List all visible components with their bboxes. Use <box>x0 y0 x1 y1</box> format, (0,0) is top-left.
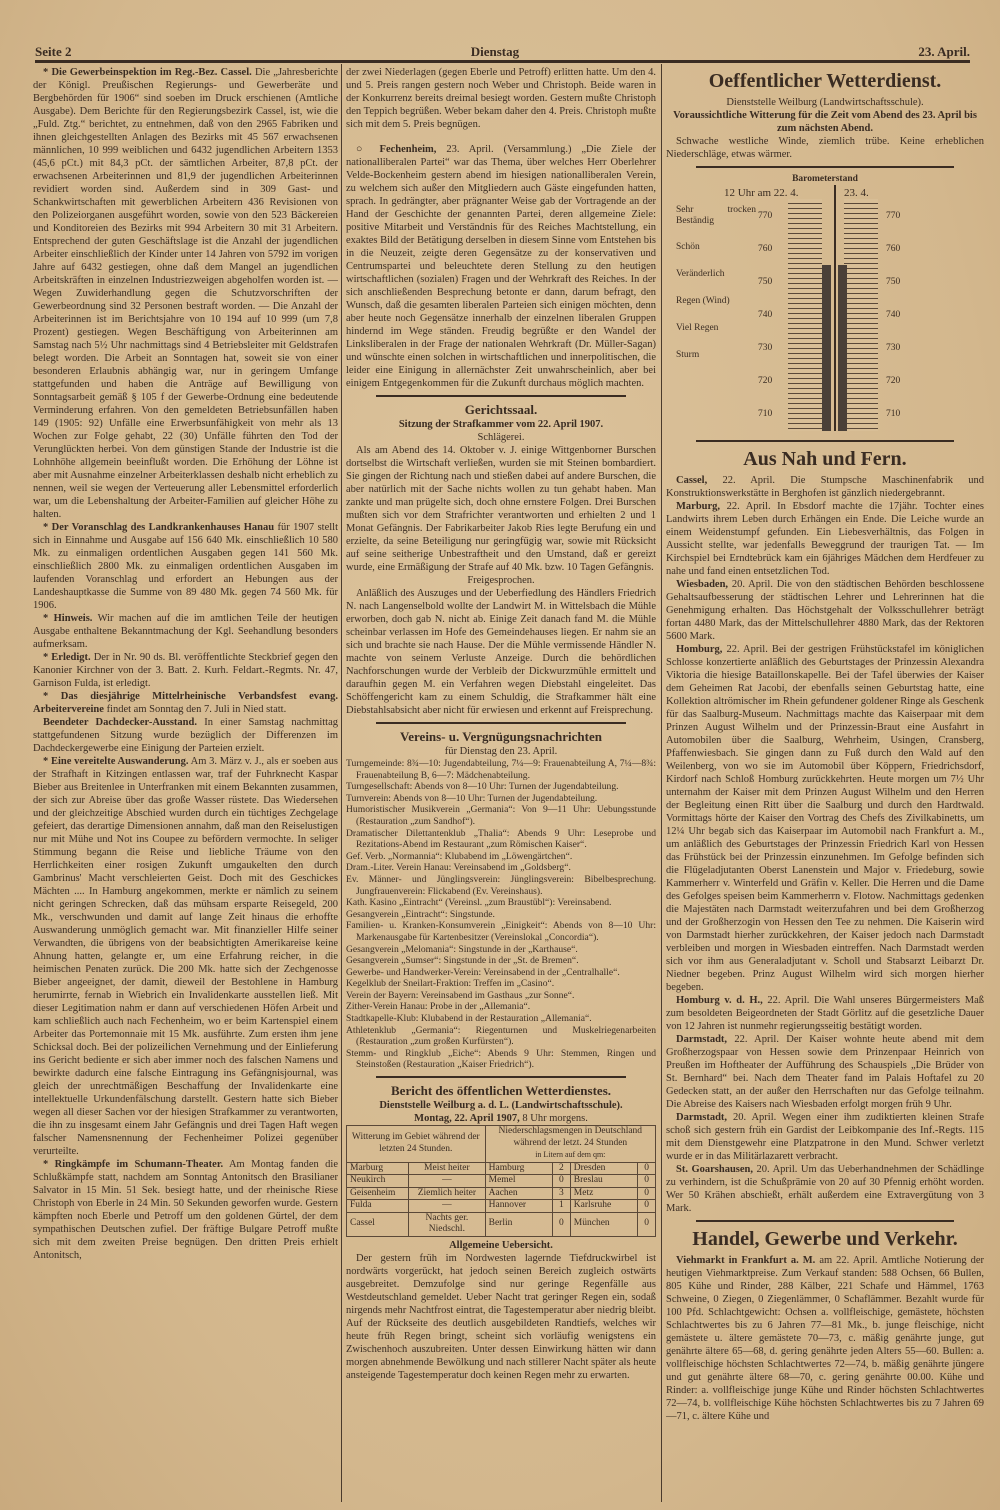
news-text: 20. April. Um das Ueberhandnehmen der Schädlinge zu verhindern, ist die Schußprämie von 20 auf 30 Pfennig erhöht worden. Wer 50 Krähen abschießt, erhält außerdem eine Extravergütung von 3 Mark. <box>666 1164 984 1214</box>
news-item <box>666 578 984 643</box>
barometer-tick-right: 730 <box>886 343 901 354</box>
cell-v2: 0 <box>638 1200 656 1213</box>
club-entry: Kath. Kasino „Eintracht“ (Vereinsl. „zum Braustübl“): Vereinsabend. <box>346 897 612 909</box>
club-entry: Gewerbe- und Handwerker-Verein: Vereinsabend in der „Centralhalle“. <box>346 966 620 978</box>
section-title-trade: Handel, Gewerbe und Verkehr. <box>692 1228 958 1250</box>
cell-c2: Dresden <box>570 1162 637 1175</box>
club-entry: Dramatischer Dilettantenklub „Thalia“: Abends 9 Uhr: Leseprobe und Rezitations-Abend im Restaurant „zum Römischen Kaiser“. <box>346 827 656 851</box>
article-head: * Die Gewerbeinspektion im Reg.-Bez. Cassel. <box>43 67 252 78</box>
table-row <box>347 1175 656 1188</box>
article-head: * Eine vereitelte Auswanderung. <box>43 756 189 767</box>
barometer-scale-right <box>844 199 878 431</box>
cell-weather: — <box>409 1175 486 1188</box>
news-head: Cassel, <box>676 475 708 486</box>
header-rule <box>35 60 970 63</box>
cell-v1: 3 <box>552 1187 570 1200</box>
table-row <box>347 1200 656 1213</box>
barometer-tick-left: 730 <box>758 343 773 354</box>
table-row <box>347 1212 656 1236</box>
barometer-label-23: 23. 4. <box>844 187 869 199</box>
overview-text: Der gestern früh im Nordwesten lagernde Tiefdruckwirbel ist nordwärts vorgerückt, hat jedoch seinen Bereich zugleich ostwärts ausgebreitet. Demzufolge sind nur geringe Regenfälle aus Westdeutschland gemeldet. Ueber Nacht trat geringer Regen ein, sodaß nirgends mehr Nachtfrost eintrat, die Tagestemperatur aber niedrig bleibt. Auf der Rückseite des deutlich ausgebildeten Randtiefs, welches wir heute früh Regen bringt, scheint sich vorläufig wenigstens ein Zwischenhoch auszubreiten. Unter dessen Einwirkung hätten wir dann morgen abnehmende Bewölkung und nach stillerer Nacht später als heute ansteigende Tagestemperatur doch keinen Regen mehr zu erwarten. <box>346 1252 656 1381</box>
article-head: * Der Voranschlag des Landkrankenhauses Hanau <box>43 522 275 533</box>
article-head: * Hinweis. <box>43 613 93 624</box>
news-head: Marburg, <box>676 501 721 512</box>
court-session: Sitzung der Strafkammer vom 22. April 1907. <box>398 419 604 430</box>
barometer-chart <box>676 173 974 435</box>
club-entry: Gesangverein „Melomania“: Singstunde in der „Karthause“. <box>346 943 578 955</box>
barometer-tick-right: 740 <box>886 310 901 320</box>
barometer-reading-22 <box>822 265 831 431</box>
barometer-tick-right: 710 <box>886 409 901 420</box>
news-text: 22. April. Die Wahl unseres Bürgermeisters Maß zum besoldeten Beigeordneten der Stadt Görlitz auf die gesetzliche Dauer von 12 Jahren ist nunmehr regierungsseitig bestätigt worden. <box>666 995 984 1032</box>
barometer-reading-23 <box>838 265 847 431</box>
cell-v1: 0 <box>552 1212 570 1236</box>
article-head: * Erledigt. <box>43 652 91 663</box>
barometer-tick-left: 770 <box>758 210 773 221</box>
article-head: ○ Fechenheim, <box>356 144 437 155</box>
cell-v2: 0 <box>638 1187 656 1200</box>
forecast-text: Schwache westliche Winde, ziemlich trübe. Keine erheblichen Niederschläge, etwas wärmer. <box>666 136 984 160</box>
article-head: * Das diesjährige Mittelrheinische Verbandsfest evang. Arbeitervereine <box>33 691 338 715</box>
barometer-tick-left: 750 <box>758 276 773 287</box>
article-text: Wir machen auf die im amtlichen Teile der heutigen Ausgabe enthaltene Bekanntmachung der Kgl. Seehandlung besonders aufmerksam. <box>33 613 338 650</box>
barometer-tick-right: 750 <box>886 276 901 287</box>
clubs-subtitle: für Dienstag den 23. April. <box>444 746 558 757</box>
cell-place: Fulda <box>347 1200 409 1213</box>
news-head: Homburg v. d. H., <box>676 995 763 1006</box>
barometer-divider <box>834 185 836 431</box>
barometer-tick-right: 770 <box>886 210 901 221</box>
news-item <box>666 500 984 578</box>
news-head: St. Goarshausen, <box>676 1164 754 1175</box>
news-item <box>666 994 984 1033</box>
court-subhead: Schlägerei. <box>477 432 525 443</box>
news-text: 22. April. Der Kaiser wohnte heute abend mit dem Großherzogspaar von Hessen sowie dem Prinzenpaar Heinrich von Preußen im Hoftheater der Aufführung des Schauspiels „Die Brüder von St. Bernhard“ bei. Nach dem Theater fand im Palais Hoftafel zu 20 Gedecken statt, an der außer den Herrschaften nur das Gefolge teilnahm. Die Abreise des Kaisers nach Wiesbaden erfolgt morgen früh 9 Uhr. <box>666 1034 984 1110</box>
cell-c2: Breslau <box>570 1175 637 1188</box>
table-header: Niederschlagsmengen in Deutschland während der letzt. 24 Stunden <box>498 1126 643 1148</box>
club-entry: Gesangverein „Sumser“: Singstunde in der „St. de Bremen“. <box>346 955 579 967</box>
barometer-tick-left: 720 <box>758 376 773 387</box>
article-viehmarkt <box>666 1254 984 1423</box>
table-unit: in Litern auf dem qm: <box>535 1150 606 1160</box>
table-row <box>347 1162 656 1175</box>
club-entry: Gesangverein „Eintracht“: Singstunde. <box>346 908 495 920</box>
article-text: findet am Sonntag den 7. Juli in Nied statt. <box>106 704 287 715</box>
article-text: Der in Nr. 90 ds. Bl. veröffentlichte Steckbrief gegen den Kanonier Kirchner von der 3. Batt. 2. Kurh. Feldart.-Regmts. Nr. 47, Garnison Fulda, ist erledigt. <box>33 652 338 689</box>
news-text: 20. April. Wegen einer ihm zudiktierten kleinen Strafe schoß sich gestern früh ein Gardist der Leibkompanie des Inf.-Regts. 115 mit dem Dienstgewehr eine Platzpatrone in den Mund. Schwer verletzt wurde er in das Militärlazarett verbracht. <box>666 1112 984 1162</box>
club-entry: Zither-Verein Hanau: Probe in der „Allemania“. <box>346 1001 531 1013</box>
court-text: Als am Abend des 14. Oktober v. J. einige Wittgenborner Burschen dortselbst die Wirtschaft verließen, wurden sie mit Steinen bombardiert. Sie gingen der Richtung nach und stießen dabei auf andere Burschen, die aber natürlich mit der Sache nichts wollen zu tun gehabt haben. Man zankte und man prügelte sich, doch ohne ernstere Folgen. Drei Burschen mußten sich vor dem Strafrichter verantworten und erhielten 2 und 1 Monat Gefängnis. Der Fabrikarbeiter Jakob Ries legte Berufung ein und erzielte, da seine Beteiligung nur geringfügig war, sowie mit Rücksicht auf seine seitherige Unbestraftheit und den Umstand, daß er gereizt wurde, eine Ermäßigung der Strafe auf 40 Mk. bzw. 10 Tagen Gefängnis. <box>346 445 656 573</box>
club-entry: Stemm- und Ringklub „Eiche“: Abends 9 Uhr: Stemmen, Ringen und Steinstoßen (Restauration „Kaiser Friedrich“). <box>346 1047 656 1071</box>
news-head: Homburg, <box>676 644 723 655</box>
barometer-condition: Viel Regen <box>676 323 719 333</box>
news-head: Darmstadt, <box>676 1112 728 1123</box>
news-text: 22. April. In Ebsdorf machte die 17jähr. Tochter eines Landwirts ihrem Leben durch Erhängen ein Ende. Die Leiche wurde an einem Weidenstumpf gefunden. Ein Liebesverhältnis, das Folgen in Aussicht stellte, war jedenfalls Beweggrund der traurigen Tat. — Im Kirchspiel bei Erndtebrück kam ein 6jähriges Mädchen dem Herdfeuer zu nahe und fand einen entsetzlichen Tod. <box>666 501 984 577</box>
article-text: am 22. April. Amtliche Notierung der heutigen Viehmarktpreise. Zum Verkauf standen: 588 Ochsen, 66 Bullen, 805 Kühe und Rinder, 288 Kälber, 221 Schafe und Hämmel, 1763 Schweine, 0 Ziegen, 0 Ziegenlämmer, 0 Schaflämmer. Bezahlt wurde für 100 Pfd. Schlachtgewicht: Ochsen a. vollfleischige, gemästete, höchsten Schlachtwertes bis zu 6 Jahren 77—81 Mk., b. junge fleischige, nicht gemästete u. ältere gemästete 70—73, c. mäßig genährte junge, gut genährte ältere 65—68, d. gering genährte jeden Alters 55—60. Bullen: a. vollfleischige höchsten Schlachtwertes 72—74, b. mäßig genährte jüngere und gut genährte ältere 68—70, c. gering genährte 00.00. Kühe und Rinder: a. vollfleischige junge Kühe und Rinder höchsten Schlachtwertes 72—74, b. vollfleischige Kühe höchsten Schlachtwertes bis zu 7 Jahren 69—71, c. ältere Kühe und <box>666 1255 984 1422</box>
article <box>33 1158 338 1262</box>
cell-v2: 0 <box>638 1212 656 1236</box>
club-entry: Turngemeinde: 8¾—10: Jugendabteilung, 7¼—9: Frauenabteilung A, 7¼—8¾: Frauenabteilung B, 6—7: Mädchenabteilung. <box>346 758 656 781</box>
barometer-tick-right: 760 <box>886 243 901 254</box>
news-head: Darmstadt, <box>676 1034 728 1045</box>
weather-report-date: Montag, 22. April 1907, <box>414 1113 520 1125</box>
cell-c1: Memel <box>485 1175 552 1188</box>
article-text: Die „Jahresberichte der Königl. Preußischen Regierungs- und Gewerberäte und Bergbehörden für 1906“ sind soeben im Druck erschienen (Amtliche Ausgabe). Dem Berichte für den Regierungsbezirk Cassel, ist, wie die „Fuld. Ztg.“ berichtet, zu entnehmen, daß von den 2965 Fabriken und ihnen gleichgestellten Anlagen des Bezirks mit 45 567 erwachsenen männlichen, 10 999 weiblichen und 6432 jugendlichen Arbeitern 1353 (45,6 pCt.) mit 84,3 pCt. der sämtlichen Arbeiter, 87,8 pCt. der erwachsenen Arbeiterinnen und 81,9 der jugendlichen Arbeiterinnen revidiert worden sind. Außerdem sind in 309 Gast- und Schankwirtschaften mit gewerblichen Arbeitern 436 Revisionen von den Polizeiorganen ausgeführt worden, sowie von den 523 Bäckereien und Konditoreien des Bezirks mit 994 Arbeitern 30 mit 31 Arbeitern. Entsprechend der guten Geschäftslage ist die Anzahl der jugendlichen Arbeiter einschließlich der Kinder unter 14 Jahren von 5792 im vorigen Jahre auf 6432 gestiegen, ohne daß dem Mangel an jugendlichen Arbeitskräften in einzelnen Industriezweigen abgeholfen worden ist. — Wegen Zuwiderhandlung gegen die Schutzvorschriften der Gewerbeordnung sind 32 Personen bestraft worden. — Die Anzahl der Arbeiterinnen ist im Berichtsjahre von 10 194 auf 10 999 (um 7,8 Prozent) gestiegen. Wegen Beschäftigung von Arbeiterinnen am Samstag nach 5½ Uhr nachmittags sind 4 Betriebsleiter mit Geldstrafen belegt worden. Die Arbeit an Sonntagen hat, soweit sie von einer besonderen Erlaubnis abhängig war, nur in geringem Umfange stattgefunden und haben die Anträge auf Bewilligung von Sonntagsarbeit gemäß § 105 f der Gewerbe-Ordnung eine bedeutende Verminderung erfahren. Von den gemeldeten Betriebsunfällen haben 149 (1905: 92) Unfälle eine Erwerbsunfähigkeit von mehr als 13 Wochen zur Folge gehabt, 22 (30) Unfälle führten den Tod der Verunglückten herbei. Von dem günstigen Stande der Industrie ist die Lohnhöhe allgemein beeinflußt worden. Die Erhöhung der Löhne ist aber mit Ausnahme einzelner Arbeiterklassen deshalb nicht erheblich zu nennen, weil sie wegen der Verteuerung aller Lebensmittel erforderlich war, um die Lebenshaltung der Arbeiter-Familien auf gleicher Höhe zu halten. <box>33 67 338 520</box>
club-entry: Turnverein: Abends von 8—10 Uhr: Turnen der Jugendabteilung. <box>346 792 598 804</box>
page-header <box>35 44 970 60</box>
weather-table <box>346 1125 656 1237</box>
section-rule <box>376 1076 626 1078</box>
barometer-condition: Sturm <box>676 350 700 360</box>
news-text: 20. April. Die von den städtischen Behörden beschlossene Gehaltsaufbesserung der städtischen Lehrer und Lehrerinnen hat die Genehmigung erhalten. Das Höchstgehalt der Volksschullehrer beträgt fortan 4480 Mark, das der Mittelschullehrer 4880 Mark, das der Rektoren 5600 Mark. <box>666 579 984 642</box>
article-head: Viehmarkt in Frankfurt a. M. <box>676 1255 816 1266</box>
cell-c1: Aachen <box>485 1187 552 1200</box>
cell-c2: Metz <box>570 1187 637 1200</box>
club-entry: Verein der Bayern: Vereinsabend im Gasthaus „zur Sonne“. <box>346 989 575 1001</box>
cell-c1: Hannover <box>485 1200 552 1213</box>
barometer-tick-right: 720 <box>886 376 901 387</box>
club-entry: Turngesellschaft: Abends von 8—10 Uhr: Turnen der Jugendabteilung. <box>346 781 619 793</box>
cell-weather: Nachts ger. Niedschl. <box>409 1212 486 1236</box>
article-text: Am 3. März v. J., als er soeben aus der Strafhaft in Kitzingen entlassen war, traf der Fuhrknecht Kaspar Bieber aus Breitenlee in Unterfranken mit einem Bekannten zusammen, der sich zur Abreise über das große Wasser rüstete. Das Wiedersehen und der gleichzeitige Abschied wurden durch ein tüchtiges Zechgelage gefeiert, das derartige Dimensionen annahm, daß man den Reiselustigen nur mit Mühe und Not ins Coupee zu befördern vermochte. In seliger Stimmung begann die Reise und liebliche Träume von den Herrlichkeiten einer rosigen Zukunft umgaukelten den durch Gambrinus' Macht verschleierten Geist. Doch mit des Geschickes Mächten .... In Hamburg angekommen, merkte er nämlich zu seinem nicht geringen Schrecken, daß das mühsam ersparte Reisegeld, 200 Mk., verschwunden und damit auf lange Zeit hinaus die erhoffte Auswanderung unmöglich gemacht war. Mit finanzieller Hilfe seiner Verwandten, die übrigens von der beabsichtigten Amerikareise keine Ahnung hatten, gelangte er, um eine Erfahrung reicher, in die heimischen Penaten zurück. Die 200 Mk. hatte sich der Zechgenosse Bieber angeeignet, der damit, dieweil der Bestohlene in Hamburg herumirrte, fernab in Wiebrich ein Invalidenkarte ausstellen ließ. Mit dieser Legitimation nahm er dann auf verschiedenen Höfen Arbeit und kam schließlich auch nach Fechenheim, wo er beim Kartenspiel einem Arbeiter das Portemonnaie mit 15 Mk. ausführte. Zum ersten ihm jene Schicksal doch. Bei der polizeilichen Vernehmung und der Einlieferung ins Gericht bediente er sich aber immer noch des falschen Namens und bewirkte dadurch eine falsche Eintragung ins Gefängnisjournal, was gleich der unrechtmäßigen Beschaffung der Invalidenkarte eine intellektuelle Urkundenfälschung darstellt. Gestern hatte sich Bieber wegen all dieser Sachen vor der hiesigen Strafkammer zu verantworten, die ihn zu insgesamt einem Jahr Gefängnis und drei Tagen Haft wegen falscher Namensnennung der Fechenheimer Polizei gegenüber verurteilte. <box>33 756 338 1157</box>
cell-place: Marburg <box>347 1162 409 1175</box>
section-rule <box>376 722 626 724</box>
weather-service-title: Oeffentlicher Wetterdienst. <box>708 70 942 92</box>
cell-c1: Hamburg <box>485 1162 552 1175</box>
news-text: 22. April. Die Stumpsche Maschinenfabrik und Konstruktionswerkstätte in Berghofen ist gänzlich niedergebrannt. <box>666 475 984 499</box>
article-text: für 1907 stellt sich in Einnahme und Ausgabe auf 156 640 Mk. einschließlich 10 580 Mk. zu einmaligen ordentlichen Ausgaben gegen 141 560 Mk. einschließlich 2800 Mk. zu einmaligen ordentlichen Ausgaben im laufenden Voranschlag und erfordert an Hebungen aus der Landeshauptkasse die Summe von 89 480 Mk. gegen 74 560 Mk. für 1906. <box>33 522 338 611</box>
article <box>33 651 338 690</box>
section-rule <box>696 440 954 442</box>
article <box>33 66 338 521</box>
cell-place: Cassel <box>347 1212 409 1236</box>
cell-c1: Berlin <box>485 1212 552 1236</box>
section-title-clubs: Vereins- u. Vergnügungsnachrichten <box>400 729 602 744</box>
article-text: Am Montag fanden die Schlußkämpfe statt, nachdem am Sonntag Antonitsch den Brasilianer Salvator in 15 Min. 51 Sek. besiegt hatte, und der rheinische Riese Christoph von Eberle in 24 Min. 50 Sekunden geworfen wurde. Gestern kämpften noch Eberle und Petroff um den goldenen Gürtel, der dem sympathischen Deutschen zufiel. Der fräftige Bulgare Petroff mußte sich mit dem zweiten Preise begnügen. Den dritten Preis erhielt Antonitsch, <box>33 1159 338 1261</box>
cell-v1: 1 <box>552 1200 570 1213</box>
cell-v2: 0 <box>638 1162 656 1175</box>
club-entry: Gef. Verb. „Normannia“: Klubabend im „Löwengärtchen“. <box>346 850 573 862</box>
article <box>33 690 338 716</box>
news-head: Wiesbaden, <box>676 579 729 590</box>
barometer-tick-left: 710 <box>758 409 773 420</box>
weather-report-time: 8 Uhr morgens. <box>522 1113 588 1125</box>
weekday: Dienstag <box>470 44 520 59</box>
column-divider <box>661 64 662 1502</box>
club-entry: Dram.-Liter. Verein Hanau: Vereinsabend im „Goldsberg“. <box>346 862 571 874</box>
section-title-court: Gerichtssaal. <box>464 402 538 417</box>
article <box>33 521 338 612</box>
cell-weather: — <box>409 1200 486 1213</box>
weather-office: Dienststelle Weilburg (Landwirtschaftsschule). <box>726 97 924 108</box>
column-middle <box>346 66 656 1502</box>
cell-c2: München <box>570 1212 637 1236</box>
section-rule <box>696 1220 954 1222</box>
club-entry: Athletenklub „Germania“: Riegenturnen und Muskelriegenarbeiten (Restauration „zum großen Kurfürsten“). <box>346 1024 656 1048</box>
article <box>33 612 338 651</box>
article-head: Beendeter Dachdecker-Ausstand. <box>43 717 197 728</box>
section-rule <box>696 166 954 168</box>
section-rule <box>376 395 626 397</box>
news-item <box>666 1163 984 1215</box>
barometer-condition: Schön <box>676 242 700 252</box>
club-entry: Humoristischer Musikverein „Germania“: Von 9—11 Uhr: Uebungsstunde (Restauration „zum Sandhof“). <box>346 804 656 827</box>
cell-v1: 2 <box>552 1162 570 1175</box>
article <box>33 716 338 755</box>
cell-place: Geisenheim <box>347 1187 409 1200</box>
section-title-news: Aus Nah und Fern. <box>743 448 907 470</box>
article <box>33 755 338 1158</box>
cell-weather: Meist heiter <box>409 1162 486 1175</box>
weather-report-title: Bericht des öffentlichen Wetterdienstes. <box>391 1083 611 1099</box>
barometer-condition: Sehr trocken Beständig <box>676 205 756 226</box>
page-number: Seite 2 <box>35 44 72 59</box>
table-row <box>347 1187 656 1200</box>
club-entry: Stadtkapelle-Klub: Klubabend in der Restauration „Allemania“. <box>346 1013 592 1025</box>
barometer-tick-left: 740 <box>758 310 773 320</box>
article-head: * Ringkämpfe im Schumann-Theater. <box>43 1159 224 1170</box>
column-divider <box>341 64 342 1502</box>
column-local-news <box>33 66 338 1502</box>
news-item <box>666 1033 984 1111</box>
club-entry: Kegelklub der Sneilart-Fraktion: Treffen im „Casino“. <box>346 978 555 990</box>
clubs-list <box>346 758 656 1071</box>
court-subhead: Freigesprochen. <box>467 575 535 586</box>
club-entry: Familien- u. Kranken-Konsumverein „Einigkeit“: Abends von 8—10 Uhr: Markenausgabe für Kartenbesitzer (Vereinslokal „Concordia“). <box>346 920 656 943</box>
cell-c2: Karlsruhe <box>570 1200 637 1213</box>
weather-report-office: Dienststelle Weilburg a. d. L. (Landwirtschaftsschule). <box>379 1100 623 1112</box>
article-fechenheim <box>346 143 656 390</box>
cell-weather: Ziemlich heiter <box>409 1187 486 1200</box>
table-header: Witterung im Gebiet während der letzten 24 Stunden. <box>347 1126 486 1163</box>
wrestling-continuation: der zwei Niederlagen (gegen Eberle und Petroff) erlitten hatte. Um den 4. und 5. Preis rangen gestern noch Weber und Christoph. Beide waren in der Konkurrenz bereits dreimal besiegt worden. Gestern mußte Christoph den Teppich begrüßen. Weber bekam daher den 4. Preis. Christoph mußte sich mit dem 5. Preis begnügen. <box>346 67 656 130</box>
barometer-label-22: 12 Uhr am 22. 4. <box>724 187 799 199</box>
barometer-condition: Regen (Wind) <box>676 296 730 306</box>
column-right <box>666 66 984 1502</box>
court-text: Anläßlich des Auszuges und der Ueberfiedlung des Händlers Friedrich N. nach Langenselbold wollte der Landwirt M. in Wittelsbach die Mühle erworben, doch gab N. nicht ab. Einige Zeit danach fand M. die Mühle scheinbar verlassen im Hofe des Gemeindehauses liegen. Er nahm sie an sich und brachte sie nach Hause. Der die Mühle vermissende Händler N. machte von seinem Verluste Anzeige. Durch die behördlichen Nachforschungen wurde der Verbleib der Dickwurzmühle ermittelt und daraufhin gegen M. ein Verfahren wegen Diebstahl eingeleitet. Das Schöffengericht kam zu einem Schuldig, die Strafkammer hält eine Diebstahlsabsicht aber nicht für erwiesen und erkennt auf Freisprechung. <box>346 588 656 716</box>
club-entry: Ev. Männer- und Jünglingsverein: Jünglingsverein: Bibelbesprechung. Jungfrauenverein: Flickabend (Ev. Vereinshaus). <box>346 873 656 897</box>
barometer-title: Barometerstand <box>792 174 858 184</box>
barometer-tick-left: 760 <box>758 243 773 254</box>
news-text: 22. April. Bei der gestrigen Frühstückstafel im königlichen Schlosse konzertierte anläßlich des Geburtstages der Prinzessin Alexandra Viktoria die hiesige Bataillonskapelle. Bei der Tafel überwies der Kaiser dem Geheimen Rat Jacobi, der ebenfalls seinen Geburtstag hatte, eine Kollektion altrömischer im Rhein gefundener goldener Ringe als Geschenk für das Saalburg-Museum. Nachmittags machte das Kaiserpaar mit dem Prinzen August Wilhelm und der Prinzessin-Braut eine Ausfahrt in Automobilen über die Saalburg, Wehrheim, Usingen, Cransberg, Pfaffenwiesbach. Sie gingen dann zu Fuß durch den Wald auf den Weilenberg, von wo sie im Automobil über Köppern, Friedrichsdorf, Kirdorf nach Schloß Homburg zurückkehrten. Heute morgen um 7½ Uhr unternahm der Kaiser mit dem Prinzen August Wilhelm und den Herren der Begleitung einen Ritt über die Saalburg und durch den Hardtwald. Vormittags hörte der Kaiser den Vortrag des Chefs des Zivilkabinetts, um 12¼ Uhr begab sich das Kaiserpaar im Automobil nach Frankfurt a. M., um anläßlich des Geburtstages der Prinzessin Friedrich Karl von Hessen das Frühstück bei der Prinzessin einzunehmen. Im Gefolge befinden sich die Flügeladjutanten Oberst Lanenstein und Major v. Friedeburg, sowie Kammerherr v. Winterfeld und Gräfin v. Keller. Die Herren und die Dame des Gefolges speisen beim Kammerherrn v. Flotow. Nachmittags gedenken die Majestäten nach Darmstadt weiterzufahren und bei dem Großherzog und der Großherzogin von Hessen den Tee zu nehmen. Die Kaiserin wird von Darmstadt hierher zurückkehren, der Kaiser jedoch nach Darmstadt verbleiben und morgen in Wiesbaden eintreffen. Nach Darmstadt werden sich vor ihm aus Generaladjutant v. Scholl und Stabsarzt Leibarzt Dr. Niedner begeben. Prinz August Wilhelm wird sich morgen hierher begeben. <box>666 644 984 993</box>
barometer-condition: Veränderlich <box>676 269 725 279</box>
article-text: In einer Samstag nachmittag stattgefundenen Sitzung wurde bezüglich der Differenzen im Dachdeckergewerbe eine Einigung der Parteien erzielt. <box>33 717 338 754</box>
barometer-scale-left <box>788 199 822 431</box>
news-item <box>666 1111 984 1163</box>
cell-v2: 0 <box>638 1175 656 1188</box>
forecast-heading: Voraussichtliche Witterung für die Zeit vom Abend des 23. April bis zum nächsten Abend. <box>673 110 977 134</box>
news-item <box>666 474 984 500</box>
overview-title: Allgemeine Uebersicht. <box>449 1239 553 1251</box>
news-item <box>666 643 984 994</box>
issue-date: 23. April. <box>918 44 970 59</box>
article-text: 23. April. (Versammlung.) „Die Ziele der nationalliberalen Partei“ war das Thema, über welches Herr Oberlehrer Velde-Bockenheim gestern abend im hiesigen nationalliberalen Verein, zu welchem sich außer den Mitgliedern auch Gäste eingefunden hatten, sprach. In gedrängter, aber prägnanter Weise gab der Vortragende an der Hand der Geschichte der genannten Partei, deren allgemeine Ziele: positive Mitarbeit und Verständnis für des Reiches Machtstellung, ein exaktes Bild der Betätigung derselben in diesem Sinne vom Entstehen bis in die Neuzeit, zeigte deren Gegensätze zu der konservativen und Centrumspartei und beleuchtete deren Stellung zu den heutigen wirtschaftlichen (sozialen) Fragen und der Wehrkraft des Reiches. In der sich anschließenden Besprechung betonte er dann, darum befragt, den Wunsch, daß die gesamten liberalen Parteien sich einigen möchten, denn aber heute noch Gegensätze innerhalb der einzelnen liberalen Gruppen hindernd im Wege ständen. Freudig begrüßte er den Wandel der Linksliberalen in der Frage der nationalen Wehrkraft (Dr. Müller-Sagan) und wünschte einen solchen in wirtschaftlichen und innerpolitischen, die leider eine Einigung in allernächster Zeit unwahrscheinlich, aber bei einigem Entgegenkommen für die Zukunft durchaus möglich machten. <box>346 144 656 389</box>
cell-v1: 0 <box>552 1175 570 1188</box>
cell-place: Neukirch <box>347 1175 409 1188</box>
